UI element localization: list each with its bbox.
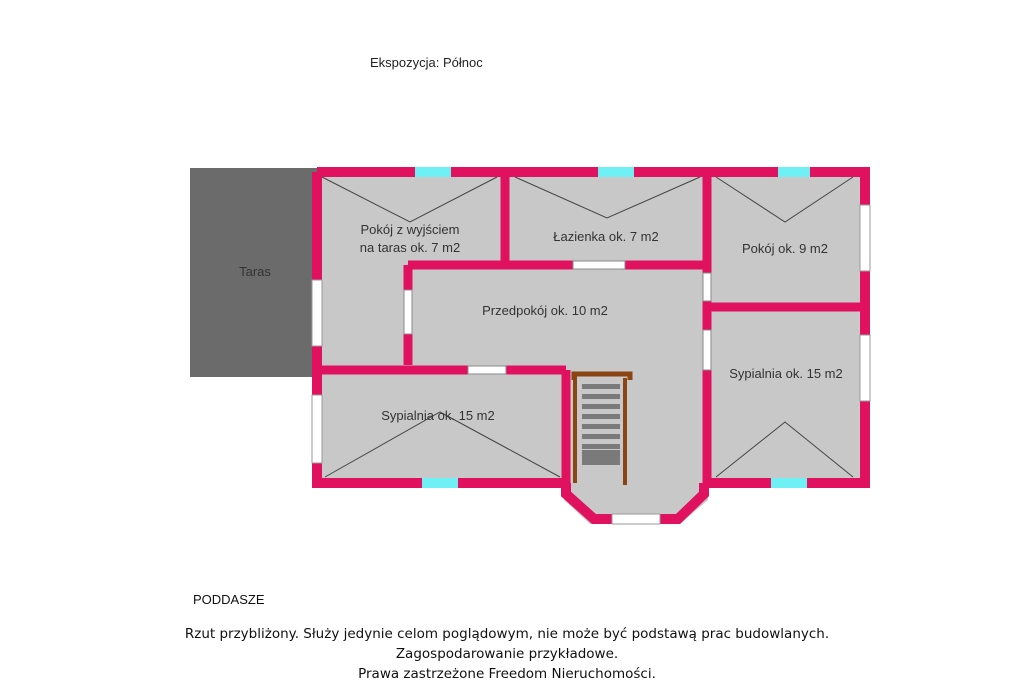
disclaimer [0, 624, 1014, 684]
hallway-label: Przedpokój ok. 10 m2 [482, 303, 608, 318]
exposure-label: Ekspozycja: Północ [370, 55, 483, 70]
bathroom-label: Łazienka ok. 7 m2 [553, 229, 659, 244]
room-terrace-label-line1: Pokój z wyjściem [360, 222, 460, 237]
bedroom-left-label: Sypialnia ok. 15 m2 [381, 408, 495, 423]
room-terrace-label-line2: na taras ok. 7 m2 [359, 240, 461, 255]
disclaimer-line-2: Zagospodarowanie przykładowe. [395, 646, 619, 662]
disclaimer-line-3: Prawa zastrzeżone Freedom Nieruchomości. [358, 666, 656, 682]
terrace-label: Taras [239, 264, 271, 279]
disclaimer-line-1: Rzut przybliżony. Służy jedynie celom poglądowym, nie może być podstawą prac budowlanych. [184, 626, 830, 642]
level-title: PODDASZE [193, 592, 265, 607]
room-small-label: Pokój ok. 9 m2 [742, 241, 828, 256]
bedroom-right-label: Sypialnia ok. 15 m2 [729, 366, 843, 381]
